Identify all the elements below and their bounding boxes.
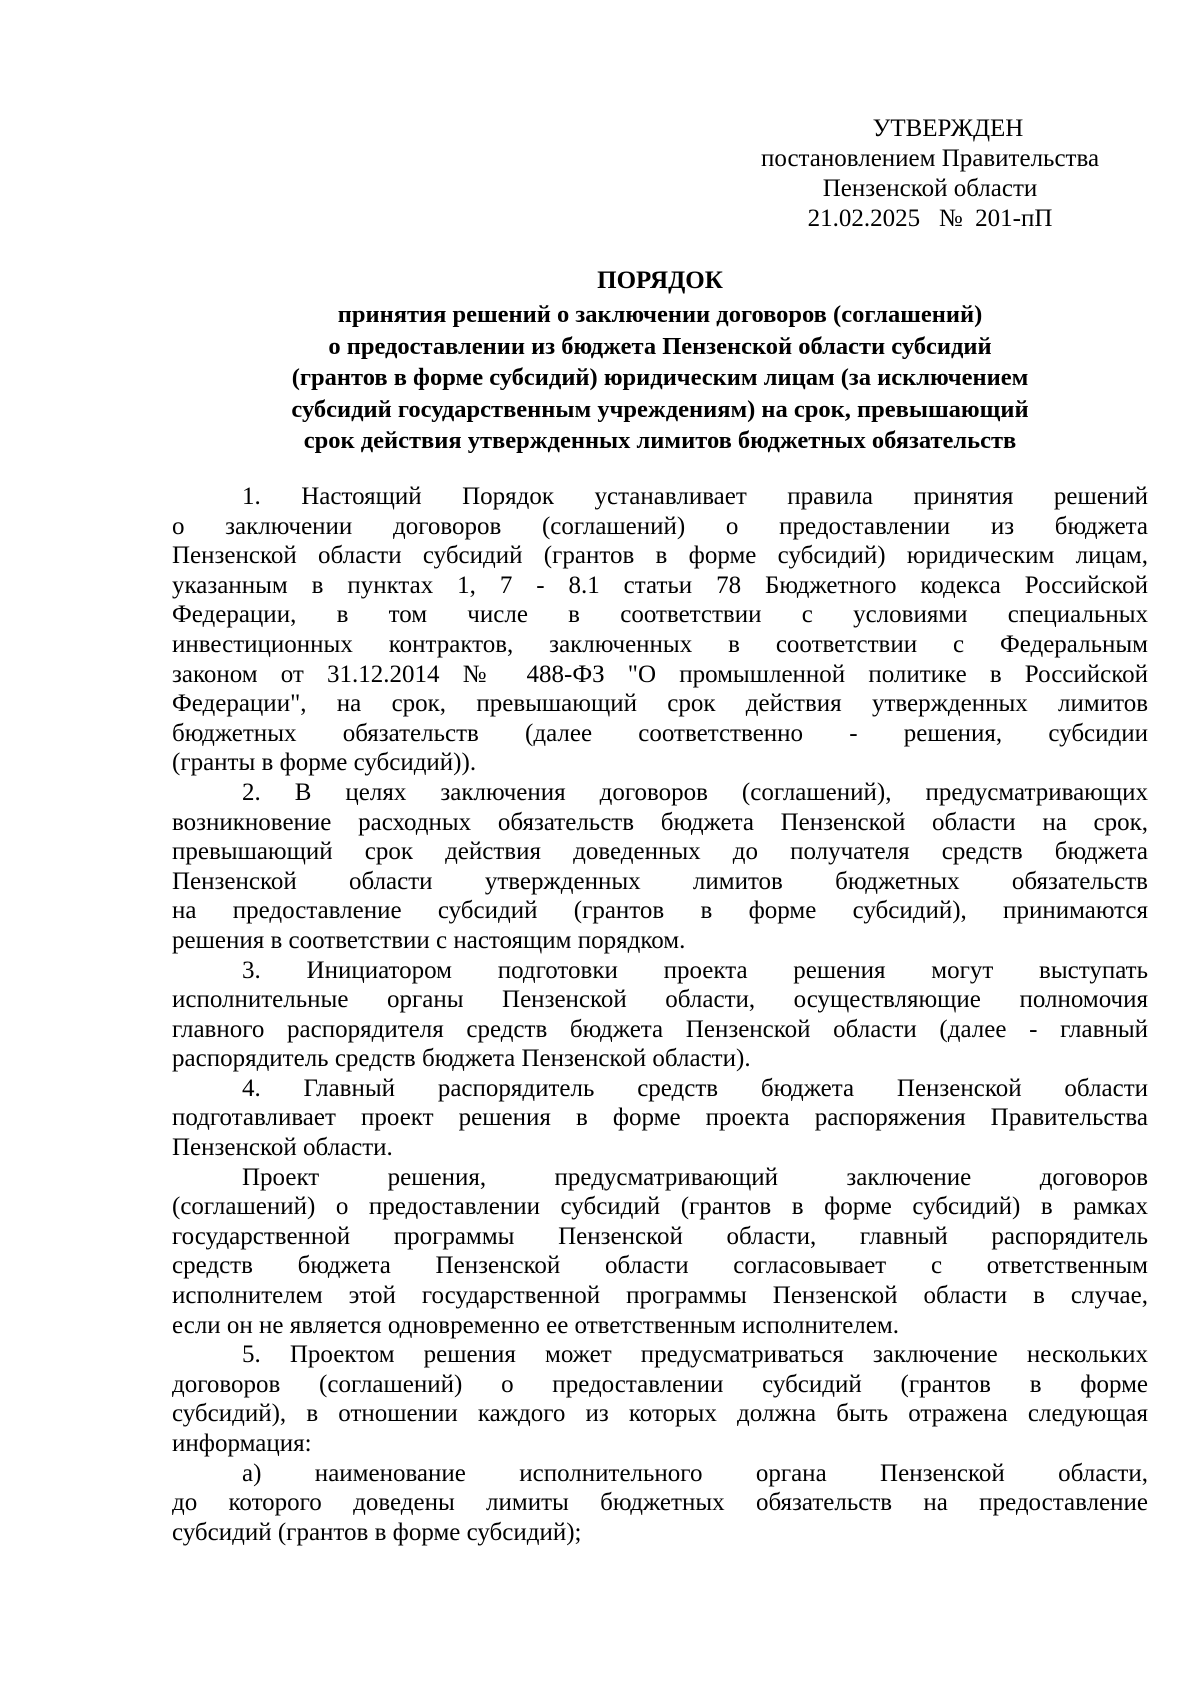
text-line: главного распорядителя средств бюджета Пензенской области (далее - главный <box>172 1015 1148 1043</box>
text-line: на предоставление субсидий (грантов в форме субсидий), принимаются <box>172 897 1148 925</box>
paragraph-4-continuation <box>172 1163 1148 1341</box>
text-line: средств бюджета Пензенской области согласовывает с ответственным <box>172 1252 1148 1280</box>
text-line: 1. Настоящий Порядок устанавливает правила принятия решений <box>242 483 1148 510</box>
document-title: ПОРЯДОК <box>597 267 723 294</box>
text-line: информация: <box>172 1430 312 1457</box>
document-subtitle <box>172 299 1148 457</box>
subtitle-line: субсидий государственным учреждениям) на срок, превышающий <box>291 395 1029 423</box>
paragraph-1 <box>172 482 1148 778</box>
approval-line-resolution: постановлением Правительства <box>760 145 1100 172</box>
document-body <box>172 482 1148 1547</box>
text-line: инвестиционных контрактов, заключенных в соответствии с Федеральным <box>172 630 1148 658</box>
approval-stamp <box>740 114 1120 234</box>
document-heading <box>172 266 1148 457</box>
text-line: исполнителем этой государственной программы Пензенской области в случае, <box>172 1282 1148 1310</box>
paragraph-5-item-a <box>172 1459 1148 1548</box>
approval-line-approved: УТВЕРЖДЕН <box>872 115 1024 142</box>
text-line: государственной программы Пензенской области, главный распорядитель <box>172 1222 1148 1250</box>
subtitle-line: принятия решений о заключении договоров (соглашений) <box>337 301 983 328</box>
text-line: субсидий), в отношении каждого из которых должна быть отражена следующая <box>172 1400 1148 1428</box>
text-line: (гранты в форме субсидий)). <box>172 749 477 777</box>
approval-line-date-number: 21.02.2025 № 201-пП <box>807 205 1053 232</box>
approval-line-region: Пензенской области <box>822 175 1038 202</box>
subtitle-line: (грантов в форме субсидий) юридическим лицам (за исключением <box>291 364 1029 391</box>
subtitle-line: о предоставлении из бюджета Пензенской области субсидий <box>328 332 992 360</box>
text-line: если он не является одновременно ее ответственным исполнителем. <box>172 1311 899 1339</box>
text-line: 2. В целях заключения договоров (соглашений), предусматривающих <box>242 778 1148 806</box>
text-line: субсидий (грантов в форме субсидий); <box>172 1518 582 1546</box>
subtitle-line: срок действия утвержденных лимитов бюджетных обязательств <box>303 427 1017 454</box>
paragraph-5 <box>172 1340 1148 1458</box>
text-line: распорядитель средств бюджета Пензенской области). <box>172 1045 751 1073</box>
paragraph-4 <box>172 1074 1148 1163</box>
text-line: решения в соответствии с настоящим порядком. <box>172 926 686 954</box>
text-line: 3. Инициатором подготовки проекта решения могут выступать <box>242 956 1148 984</box>
text-line: Проект решения, предусматривающий заключение договоров <box>242 1163 1148 1191</box>
text-line: а) наименование исполнительного органа Пензенской области, <box>242 1459 1148 1487</box>
text-line: (соглашений) о предоставлении субсидий (грантов в форме субсидий) в рамках <box>172 1193 1148 1221</box>
text-line: бюджетных обязательств (далее соответственно - решения, субсидии <box>172 719 1148 747</box>
text-line: Федерации, в том числе в соответствии с условиями специальных <box>172 601 1148 629</box>
text-line: до которого доведены лимиты бюджетных обязательств на предоставление <box>172 1489 1148 1517</box>
text-line: исполнительные органы Пензенской области, осуществляющие полномочия <box>172 986 1148 1014</box>
text-line: возникновение расходных обязательств бюджета Пензенской области на срок, <box>172 808 1148 836</box>
paragraph-3 <box>172 956 1148 1074</box>
text-line: подготавливает проект решения в форме проекта распоряжения Правительства <box>172 1104 1148 1132</box>
paragraph-2 <box>172 778 1148 956</box>
text-line: Пензенской области утвержденных лимитов бюджетных обязательств <box>172 867 1148 895</box>
text-line: договоров (соглашений) о предоставлении субсидий (грантов в форме <box>172 1370 1148 1398</box>
text-line: 4. Главный распорядитель средств бюджета Пензенской области <box>242 1074 1148 1102</box>
text-line: о заключении договоров (соглашений) о предоставлении из бюджета <box>172 512 1148 540</box>
text-line: законом от 31.12.2014 № 488-ФЗ "О промышленной политике в Российской <box>172 660 1148 688</box>
text-line: Федерации", на срок, превышающий срок действия утвержденных лимитов <box>172 690 1148 718</box>
text-line: указанным в пунктах 1, 7 - 8.1 статьи 78 Бюджетного кодекса Российской <box>172 571 1148 599</box>
text-line: Пензенской области субсидий (грантов в форме субсидий) юридическим лицам, <box>172 542 1148 570</box>
text-line: 5. Проектом решения может предусматриваться заключение нескольких <box>242 1341 1148 1369</box>
text-line: Пензенской области. <box>172 1134 393 1162</box>
text-line: превышающий срок действия доведенных до получателя средств бюджета <box>172 838 1148 866</box>
